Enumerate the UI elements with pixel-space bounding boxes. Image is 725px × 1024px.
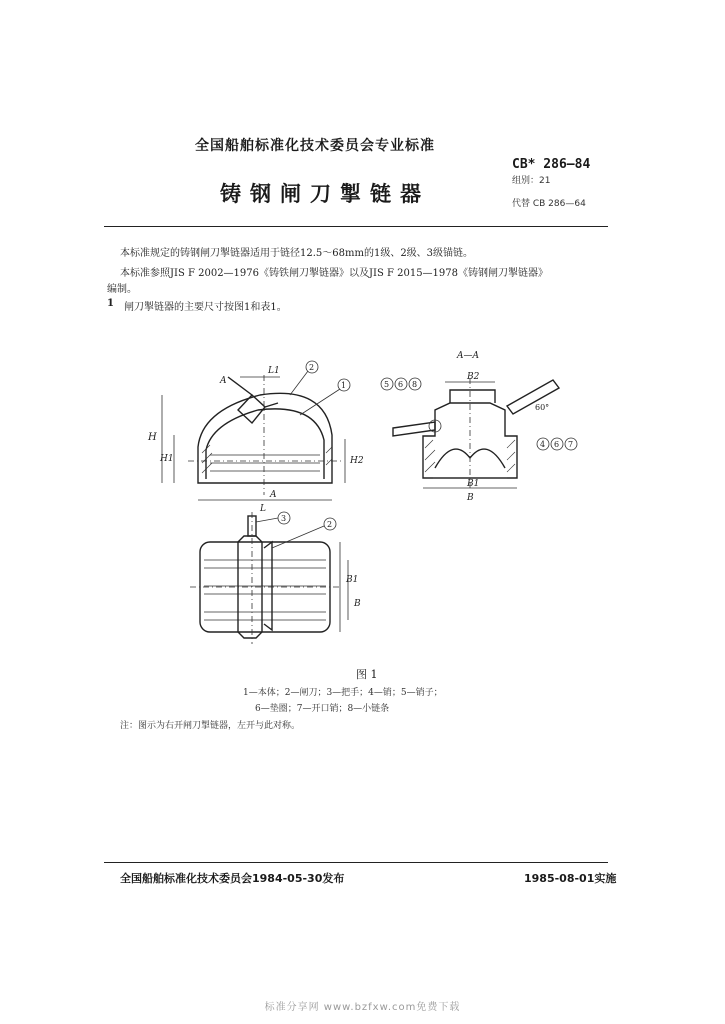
leader-2 <box>290 371 308 395</box>
effective-date: 1985-08-01实施 <box>524 872 617 885</box>
section-text: 闸刀掣链器的主要尺寸按图1和表1。 <box>124 302 287 313</box>
plan-dim-label-b: B <box>354 599 361 609</box>
dim-label-h2: H2 <box>350 456 364 466</box>
callout-4: 4 <box>540 440 546 449</box>
document-title: 铸钢闸刀掣链器 <box>220 181 430 206</box>
dim-label-b2: B2 <box>467 372 480 382</box>
leader-3 <box>256 518 278 522</box>
dim-label-l1: L1 <box>268 366 280 376</box>
angle-label: 60° <box>535 403 550 412</box>
section-mark-a-top: A <box>220 376 227 386</box>
dim-label-h1: H1 <box>160 454 174 464</box>
footer-rule <box>104 862 608 863</box>
watermark: 标准分享网 www.bzfxw.com免费下载 <box>264 1002 461 1013</box>
header-rule <box>104 226 608 227</box>
callout-2b: 2 <box>327 520 333 529</box>
dim-label-l: L <box>260 504 266 514</box>
callout-8: 8 <box>412 380 418 389</box>
section-label: A—A <box>457 351 479 361</box>
callout-2: 2 <box>309 363 315 372</box>
dim-label-b: B <box>467 493 474 503</box>
paragraph-reference: 本标准参照JIS F 2002—1976《铸铁闸刀掣链器》以及JIS F 2015—1978《铸钢闸刀掣链器》 <box>120 268 549 279</box>
callout-6b: 6 <box>554 440 560 449</box>
dim-label-h: H <box>148 432 157 443</box>
section-number: 1 <box>107 298 114 309</box>
standard-number: CB* 286—84 <box>512 157 591 172</box>
front-view-body <box>188 375 347 495</box>
issued-date: 全国船舶标准化技术委员会1984-05-30发布 <box>120 872 345 885</box>
leader-1 <box>300 389 340 415</box>
plan-view-dimensions <box>340 542 348 632</box>
paragraph-reference-end: 编制。 <box>107 284 137 295</box>
plan-view-drawing <box>180 512 380 647</box>
section-view-body <box>393 378 559 488</box>
leader-2b <box>272 526 324 548</box>
replaces-standard: 代替 CB 286—64 <box>512 199 586 209</box>
figure-caption: 图 1 <box>356 668 378 681</box>
plan-dim-label-b1: B1 <box>346 575 359 585</box>
plan-view-body <box>190 512 342 644</box>
section-mark-a-bottom: A <box>270 490 277 500</box>
section-view-drawing <box>375 348 605 508</box>
organization-header: 全国船舶标准化技术委员会专业标准 <box>195 138 435 154</box>
figure-note: 注：图示为右开闸刀掣链器，左开与此对称。 <box>120 721 301 731</box>
figure-legend-line1: 1—本体；2—闸刀；3—把手；4—销；5—销子； <box>243 688 443 698</box>
dim-label-b1: B1 <box>467 479 480 489</box>
callout-3: 3 <box>281 514 287 523</box>
front-view-drawing <box>140 355 370 515</box>
callout-1: 1 <box>341 381 347 390</box>
paragraph-scope: 本标准规定的铸钢闸刀掣链器适用于链径12.5～68mm的1级、2级、3级锚链。 <box>120 248 474 259</box>
callout-6: 6 <box>398 380 404 389</box>
callout-7: 7 <box>568 440 574 449</box>
callout-5: 5 <box>384 380 390 389</box>
figure-legend-line2: 6—垫圈；7—开口销；8—小链条 <box>255 704 390 714</box>
standard-category: 组别：21 <box>512 176 551 186</box>
